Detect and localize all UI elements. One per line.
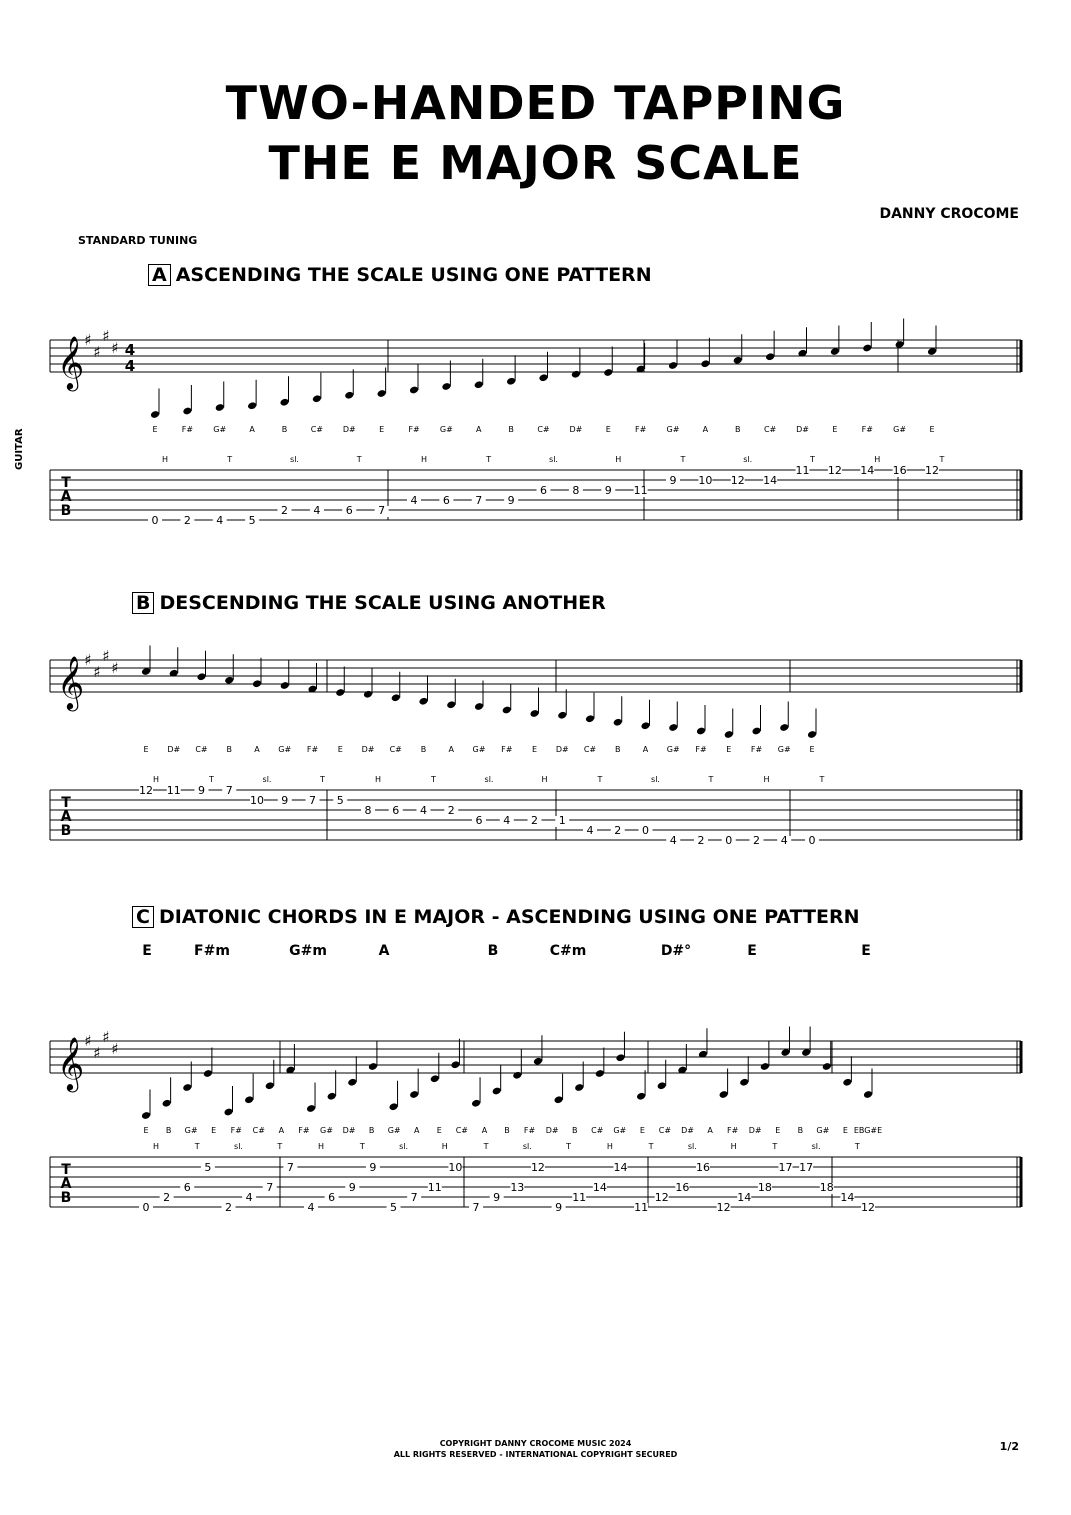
- note-name: G#: [777, 745, 791, 754]
- tab-fret-number: 11: [795, 464, 810, 477]
- chord-symbol: E: [747, 943, 757, 959]
- note-name: F#: [501, 745, 513, 754]
- technique-marker: H: [374, 775, 382, 784]
- tab-fret-number: 14: [763, 474, 778, 487]
- tab-fret-number: 4: [410, 494, 418, 507]
- note-name: C#: [583, 745, 597, 754]
- tab-clef-letter: B: [60, 503, 72, 519]
- tab-fret-number: 2: [281, 504, 288, 517]
- note-name: G#: [816, 1126, 830, 1135]
- note-name: E: [152, 425, 158, 434]
- sharp-icon: ♯: [102, 647, 110, 665]
- sharp-icon: ♯: [84, 331, 92, 349]
- note-name: D#: [342, 1126, 356, 1135]
- tab-fret-number: 6: [328, 1191, 336, 1204]
- note-name: E: [211, 1126, 217, 1135]
- note-name: C#: [591, 1126, 604, 1135]
- tab-fret-number: 14: [613, 1161, 628, 1174]
- technique-marker: T: [486, 455, 492, 464]
- tab-fret-number: 14: [840, 1191, 855, 1204]
- note-name: D#: [796, 425, 809, 434]
- technique-marker: sl.: [651, 775, 660, 784]
- tab-fret-number: 4: [313, 504, 321, 517]
- technique-marker: H: [874, 455, 881, 464]
- note-name: E: [531, 745, 538, 754]
- tab-fret-number: 10: [250, 794, 264, 807]
- technique-marker: T: [359, 1142, 365, 1151]
- note-name: C#: [252, 1126, 265, 1135]
- tab-fret-number: 2: [697, 834, 705, 847]
- note-name: D#: [167, 745, 181, 754]
- tab-fret-number: 14: [592, 1181, 607, 1194]
- tab-fret-number: 5: [248, 514, 256, 527]
- tab-fret-number: 9: [198, 784, 205, 797]
- technique-marker: T: [566, 1142, 572, 1151]
- tab-fret-number: 9: [493, 1191, 501, 1204]
- note-name: G#: [472, 745, 486, 754]
- sharp-icon: ♯: [93, 343, 101, 361]
- note-name: G#: [893, 425, 907, 434]
- technique-marker: T: [939, 455, 945, 464]
- tab-fret-number: 11: [166, 784, 181, 797]
- technique-marker: T: [194, 1142, 200, 1151]
- note-name: C#: [389, 745, 402, 754]
- note-name: C#: [658, 1126, 672, 1135]
- tab-fret-number: 7: [286, 1161, 294, 1174]
- chord-symbol: D#°: [660, 943, 692, 959]
- tab-fret-number: 6: [475, 814, 483, 827]
- tab-fret-number: 12: [827, 464, 842, 477]
- tuning-label: STANDARD TUNING: [78, 234, 198, 247]
- tab-fret-number: 2: [614, 824, 622, 837]
- tab-fret-number: 10: [448, 1161, 463, 1174]
- tab-clef-letter: A: [60, 809, 72, 825]
- technique-marker: T: [431, 775, 436, 784]
- technique-marker: sl.: [399, 1142, 409, 1151]
- note-name: D#: [545, 1126, 559, 1135]
- note-name: E: [639, 1126, 645, 1135]
- sharp-icon: ♯: [84, 651, 92, 669]
- technique-marker: sl.: [262, 775, 272, 784]
- technique-marker: T: [680, 455, 686, 464]
- section-c-letter: C: [132, 906, 154, 928]
- note-name: E: [726, 745, 732, 754]
- note-name: C#: [537, 425, 550, 434]
- tab-fret-number: 9: [369, 1161, 377, 1174]
- sharp-icon: ♯: [111, 1040, 119, 1058]
- tab-fret-number: 9: [348, 1181, 356, 1194]
- note-name: B: [797, 1126, 804, 1135]
- tab-fret-number: 7: [410, 1191, 418, 1204]
- tab-fret-number: 2: [163, 1191, 171, 1204]
- instrument-label: GUITAR: [14, 428, 25, 470]
- tab-fret-number: 11: [634, 1201, 649, 1214]
- technique-marker: sl.: [234, 1142, 243, 1151]
- note-name: E: [436, 1126, 442, 1135]
- note-name: C#: [310, 425, 324, 434]
- tab-fret-number: 12: [716, 1201, 731, 1214]
- tab-fret-number: 16: [695, 1161, 710, 1174]
- sharp-icon: ♯: [93, 663, 101, 681]
- tab-clef-letter: T: [61, 475, 71, 491]
- tab-fret-number: 8: [572, 484, 580, 497]
- copyright-line: COPYRIGHT DANNY CROCOME MUSIC 2024: [439, 1439, 632, 1448]
- tab-clef-letter: A: [60, 489, 72, 505]
- tab-fret-number: 4: [503, 814, 511, 827]
- note-name: A: [476, 425, 482, 434]
- note-name: D#: [748, 1126, 762, 1135]
- note-name: A: [702, 425, 709, 434]
- technique-marker: H: [152, 775, 160, 784]
- tab-fret-number: 12: [530, 1161, 545, 1174]
- tab-clef-letter: A: [60, 1176, 72, 1192]
- tab-fret-number: 9: [507, 494, 515, 507]
- tab-fret-number: 4: [420, 804, 427, 817]
- note-name: B: [226, 745, 232, 754]
- tab-fret-number: 4: [586, 824, 594, 837]
- technique-marker: T: [227, 455, 233, 464]
- tab-fret-number: 16: [675, 1181, 690, 1194]
- note-name: D#: [555, 745, 569, 754]
- technique-marker: H: [615, 455, 622, 464]
- note-name: F#: [726, 1126, 739, 1135]
- sharp-icon: ♯: [93, 1044, 101, 1062]
- chord-symbol: A: [378, 943, 390, 959]
- tab-fret-number: 9: [281, 794, 289, 807]
- sharp-icon: ♯: [111, 339, 119, 357]
- note-name: F#: [695, 745, 707, 754]
- note-name: F#: [408, 425, 420, 434]
- note-name: D#: [569, 425, 583, 434]
- tab-fret-number: 11: [427, 1181, 442, 1194]
- tab-fret-number: 4: [780, 834, 788, 847]
- note-name: G#: [666, 425, 680, 434]
- technique-marker: T: [356, 455, 362, 464]
- technique-marker: H: [763, 775, 770, 784]
- tab-fret-number: 10: [698, 474, 713, 487]
- note-name: A: [707, 1126, 713, 1135]
- technique-marker: T: [483, 1142, 489, 1151]
- chord-symbol: E: [142, 943, 152, 959]
- tab-fret-number: 17: [778, 1161, 793, 1174]
- chord-symbol: F#m: [194, 943, 230, 959]
- tab-fret-number: 7: [475, 494, 483, 507]
- section-c-title: DIATONIC CHORDS IN E MAJOR - ASCENDING USING ONE PATTERN: [158, 906, 860, 928]
- technique-marker: H: [420, 455, 428, 464]
- note-name: B: [508, 425, 514, 434]
- tab-fret-number: 2: [447, 804, 455, 817]
- treble-clef-icon: 𝄞: [57, 655, 85, 709]
- tab-clef-letter: B: [60, 1190, 72, 1206]
- technique-marker: sl.: [811, 1142, 821, 1151]
- tab-fret-number: 4: [669, 834, 677, 847]
- section-b-letter: B: [132, 592, 154, 614]
- tab-fret-number: 12: [861, 1201, 875, 1214]
- sharp-icon: ♯: [102, 1028, 110, 1046]
- note-name: C#: [195, 745, 208, 754]
- tab-fret-number: 0: [142, 1201, 150, 1214]
- system-3: [50, 1028, 1021, 1207]
- note-name: F#: [750, 745, 763, 754]
- tab-fret-number: 7: [378, 504, 386, 517]
- title-line-1: TWO-HANDED TAPPING: [225, 76, 846, 130]
- note-name: D#: [361, 745, 375, 754]
- note-name: F#: [230, 1126, 242, 1135]
- tab-fret-number: 6: [540, 484, 547, 497]
- tab-fret-number: 7: [472, 1201, 480, 1214]
- tab-fret-number: 17: [799, 1161, 814, 1174]
- note-name: G#: [184, 1126, 198, 1135]
- tab-clef-letter: B: [60, 823, 72, 839]
- tab-fret-number: 14: [860, 464, 875, 477]
- technique-marker: sl.: [522, 1142, 532, 1151]
- tab-fret-number: 12: [654, 1191, 669, 1204]
- sharp-icon: ♯: [102, 327, 110, 345]
- technique-marker: sl.: [743, 455, 753, 464]
- note-name: F#: [181, 425, 194, 434]
- tab-fret-number: 6: [442, 494, 450, 507]
- tab-fret-number: 4: [216, 514, 224, 527]
- note-name: B: [165, 1126, 172, 1135]
- note-name: B: [571, 1126, 578, 1135]
- tab-fret-number: 2: [753, 834, 760, 847]
- chord-symbol: B: [487, 943, 499, 959]
- tab-fret-number: 5: [204, 1161, 212, 1174]
- title-line-2: THE E MAJOR SCALE: [268, 136, 803, 190]
- note-name: E: [143, 745, 149, 754]
- tab-fret-number: 12: [139, 784, 153, 797]
- note-name: F#: [298, 1126, 310, 1135]
- sharp-icon: ♯: [111, 659, 119, 677]
- rights-line: ALL RIGHTS RESERVED - INTERNATIONAL COPYRIGHT SECURED: [393, 1450, 678, 1459]
- tab-fret-number: 11: [633, 484, 648, 497]
- section-a-letter: A: [148, 264, 171, 286]
- note-name: F#: [634, 425, 647, 434]
- note-name: C#: [763, 425, 777, 434]
- note-name: E: [337, 745, 343, 754]
- tab-fret-number: 6: [345, 504, 353, 517]
- sharp-icon: ♯: [84, 1032, 92, 1050]
- technique-marker: sl.: [687, 1142, 697, 1151]
- tab-fret-number: 12: [925, 464, 939, 477]
- technique-marker: sl.: [549, 455, 558, 464]
- tab-fret-number: 9: [604, 484, 612, 497]
- section-a-title: ASCENDING THE SCALE USING ONE PATTERN: [175, 264, 652, 286]
- technique-marker: H: [152, 1142, 160, 1151]
- tab-fret-number: 13: [510, 1181, 525, 1194]
- technique-marker: T: [772, 1142, 778, 1151]
- note-name: A: [414, 1126, 420, 1135]
- tab-fret-number: 9: [555, 1201, 563, 1214]
- note-name: A: [448, 745, 454, 754]
- note-name: B: [281, 425, 288, 434]
- time-signature-top: 4: [124, 341, 136, 359]
- technique-marker: T: [854, 1142, 860, 1151]
- tab-fret-number: 16: [892, 464, 907, 477]
- treble-clef-icon: 𝄞: [57, 1036, 85, 1090]
- system-1: [50, 327, 1021, 520]
- technique-marker: H: [161, 455, 169, 464]
- note-name: B: [504, 1126, 510, 1135]
- technique-marker: T: [810, 455, 815, 464]
- tab-fret-number: 2: [183, 514, 191, 527]
- note-name: D#: [342, 425, 356, 434]
- technique-marker: H: [541, 775, 548, 784]
- page-number: 1/2: [999, 1440, 1019, 1453]
- tab-fret-number: 7: [266, 1181, 274, 1194]
- technique-marker: sl.: [484, 775, 494, 784]
- tab-fret-number: 9: [669, 474, 677, 487]
- note-name: A: [642, 745, 649, 754]
- technique-marker: H: [730, 1142, 737, 1151]
- note-name: B: [420, 745, 427, 754]
- note-name: A: [249, 425, 255, 434]
- note-name: EBG#E: [853, 1126, 883, 1135]
- tab-fret-number: 5: [336, 794, 344, 807]
- technique-marker: T: [648, 1142, 654, 1151]
- tab-fret-number: 2: [531, 814, 538, 827]
- note-name: G#: [613, 1126, 627, 1135]
- tab-fret-number: 0: [151, 514, 159, 527]
- note-name: A: [278, 1126, 285, 1135]
- note-name: E: [809, 745, 815, 754]
- tab-fret-number: 7: [225, 784, 233, 797]
- note-name: B: [615, 745, 621, 754]
- note-name: E: [605, 425, 611, 434]
- tab-fret-number: 6: [183, 1181, 191, 1194]
- tab-fret-number: 7: [309, 794, 316, 807]
- technique-marker: H: [318, 1142, 325, 1151]
- tab-fret-number: 4: [307, 1201, 315, 1214]
- note-name: G#: [439, 425, 453, 434]
- note-name: E: [842, 1126, 848, 1135]
- tab-fret-number: 5: [390, 1201, 398, 1214]
- tab-fret-number: 18: [757, 1181, 772, 1194]
- note-name: F#: [861, 425, 873, 434]
- technique-marker: T: [277, 1142, 283, 1151]
- tab-clef-letter: T: [61, 795, 71, 811]
- note-name: G#: [666, 745, 680, 754]
- technique-marker: sl.: [290, 455, 299, 464]
- tab-fret-number: 18: [819, 1181, 834, 1194]
- note-name: G#: [278, 745, 292, 754]
- tab-fret-number: 12: [730, 474, 745, 487]
- tab-fret-number: 4: [245, 1191, 253, 1204]
- note-name: G#: [213, 425, 227, 434]
- chord-symbol: G#m: [289, 943, 327, 959]
- footer: [0, 1438, 1071, 1460]
- treble-clef-icon: 𝄞: [57, 335, 85, 389]
- tab-fret-number: 6: [392, 804, 400, 817]
- note-name: D#: [681, 1126, 694, 1135]
- composer: DANNY CROCOME: [879, 206, 1019, 222]
- technique-marker: H: [606, 1142, 613, 1151]
- technique-marker: T: [819, 775, 825, 784]
- tab-fret-number: 2: [225, 1201, 233, 1214]
- note-name: A: [254, 745, 260, 754]
- tab-fret-number: 0: [725, 834, 733, 847]
- note-name: E: [143, 1126, 149, 1135]
- note-name: G#: [387, 1126, 401, 1135]
- technique-marker: T: [708, 775, 714, 784]
- tab-fret-number: 14: [737, 1191, 752, 1204]
- note-name: B: [735, 425, 741, 434]
- note-name: G#: [320, 1126, 333, 1135]
- tab-clef-letter: T: [61, 1162, 71, 1178]
- tab-fret-number: 11: [572, 1191, 587, 1204]
- note-name: E: [775, 1126, 781, 1135]
- tab-fret-number: 1: [558, 814, 566, 827]
- technique-marker: T: [209, 775, 214, 784]
- note-name: F#: [523, 1126, 536, 1135]
- technique-marker: H: [441, 1142, 448, 1151]
- tab-fret-number: 0: [642, 824, 649, 837]
- section-b-title: DESCENDING THE SCALE USING ANOTHER: [159, 592, 606, 614]
- note-name: E: [832, 425, 838, 434]
- tab-fret-number: 8: [364, 804, 372, 817]
- technique-marker: T: [597, 775, 603, 784]
- note-name: E: [379, 425, 385, 434]
- note-name: C#: [455, 1126, 469, 1135]
- note-name: A: [481, 1126, 488, 1135]
- system-2: [50, 647, 1021, 840]
- note-name: F#: [306, 745, 319, 754]
- note-name: E: [929, 425, 935, 434]
- tab-fret-number: 0: [808, 834, 816, 847]
- note-name: B: [368, 1126, 375, 1135]
- chord-symbol: E: [861, 943, 871, 959]
- chord-symbol: C#m: [549, 943, 587, 959]
- time-signature-bottom: 4: [124, 357, 136, 375]
- technique-marker: T: [320, 775, 325, 784]
